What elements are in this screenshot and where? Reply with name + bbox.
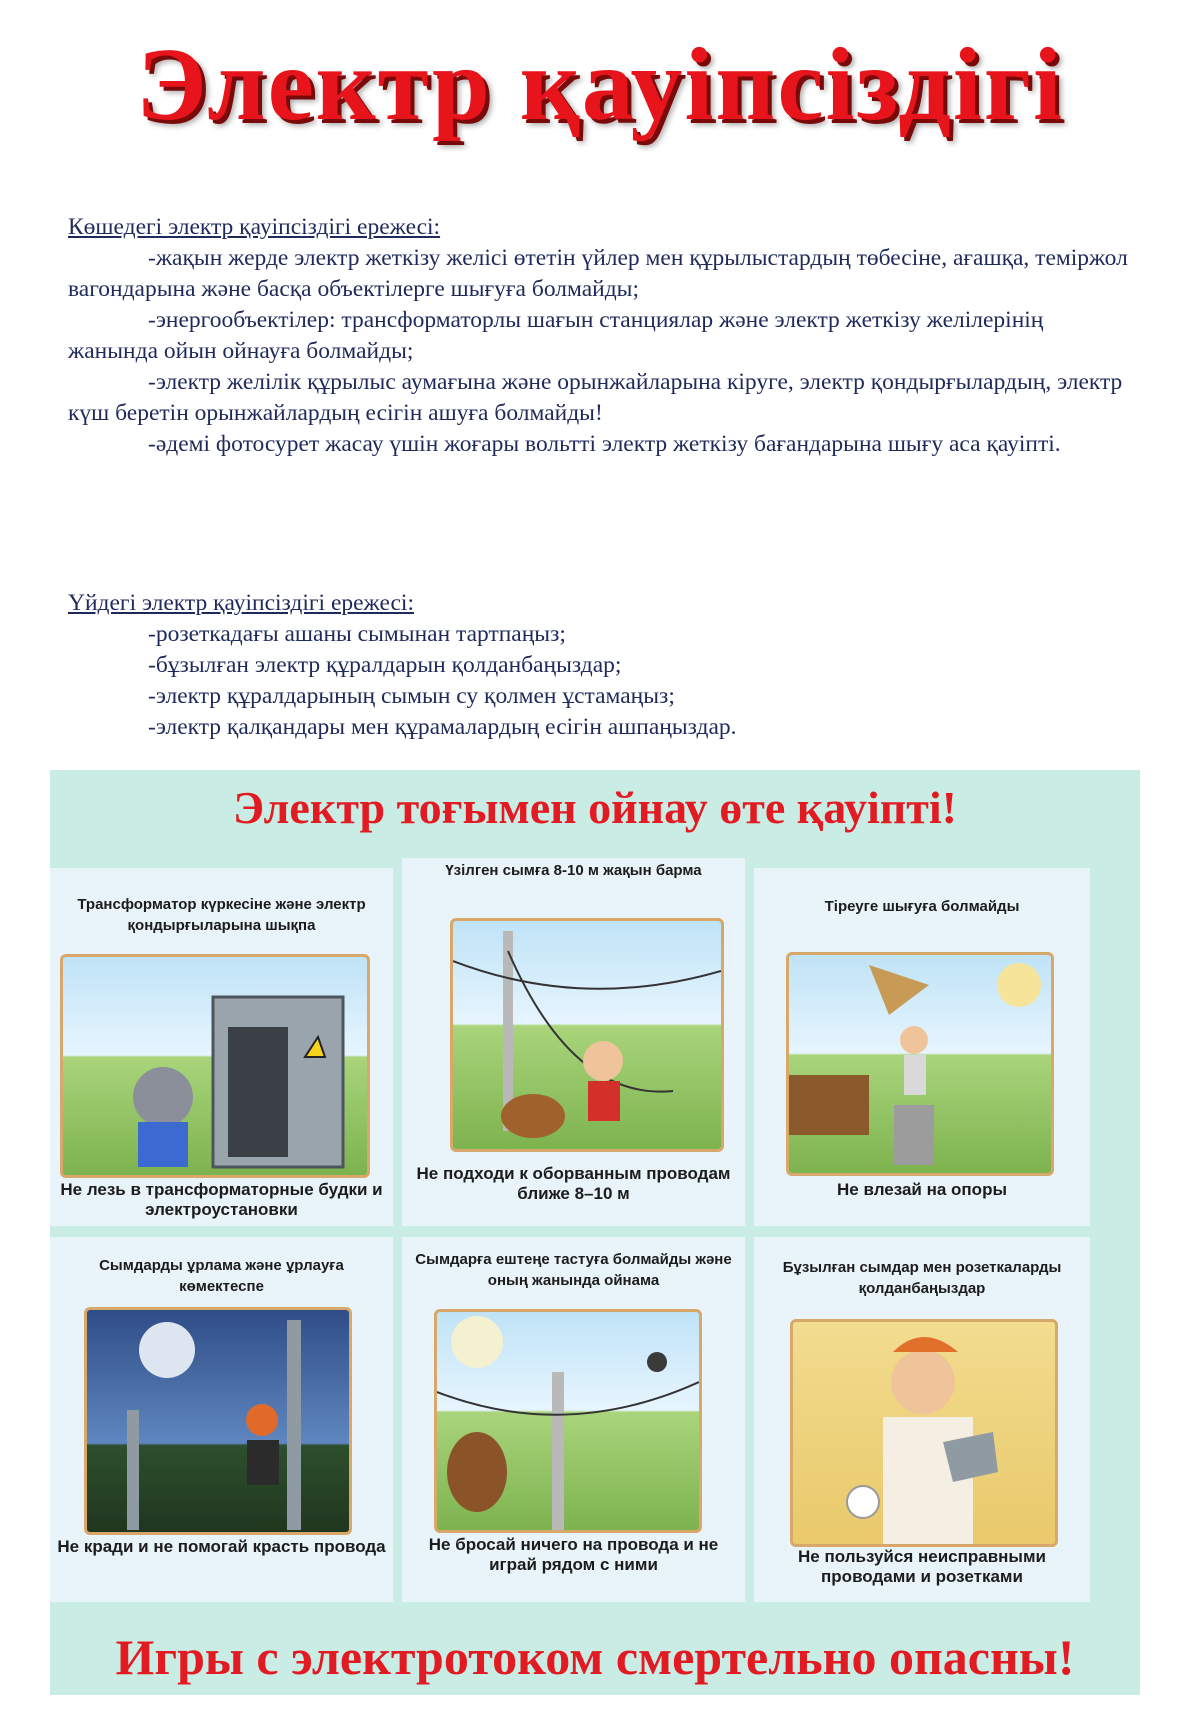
panel-caption-ru: Не бросай ничего на провода и не играй рядом с ними bbox=[428, 1535, 719, 1574]
panel-wire-theft bbox=[50, 1237, 393, 1602]
home-rules-section bbox=[68, 588, 1138, 743]
street-rule: -жақын жерде электр жеткізу желісі өтетін үйлер мен құрылыстардың төбесіне, ағашқа, теміржол вагондарына және басқа объектілерге шығуға болмайды; bbox=[68, 245, 1128, 302]
climb-pole-illustration bbox=[786, 952, 1054, 1176]
home-rule: -электр құралдарының сымын су қолмен ұстамаңыз; bbox=[148, 683, 675, 709]
throwing-illustration bbox=[434, 1309, 702, 1533]
street-rule: -электр желілік құрылыс аумағына және орынжайларына кіруге, электр қондырғылардың, электр күш беретін орынжайлардың есігін ашуға болмайды! bbox=[68, 369, 1123, 426]
panel-caption-ru: Не лезь в трансформаторные будки и электроустановки bbox=[60, 1180, 383, 1219]
safety-poster bbox=[50, 770, 1140, 1695]
broken-wire-illustration bbox=[450, 918, 724, 1152]
faulty-socket-illustration bbox=[790, 1319, 1058, 1547]
home-rules-heading: Үйдегі электр қауіпсіздігі ережесі: bbox=[68, 590, 414, 616]
panel-caption-kz: Бұзылған сымдар мен розеткаларды қолданбаңыздар bbox=[782, 1259, 1062, 1297]
wire-theft-illustration bbox=[84, 1307, 352, 1535]
panel-caption-ru: Не влезай на опоры bbox=[837, 1180, 1007, 1199]
poster-top-title: Электр тоғымен ойнау өте қауіпті! bbox=[233, 782, 957, 833]
panel-caption-ru: Не подходи к оборванным проводам ближе 8–10 м bbox=[416, 1164, 731, 1203]
panel-caption-kz: Сымдарды ұрлама және ұрлауға көмектеспе bbox=[99, 1257, 344, 1295]
panel-caption-ru: Не кради и не помогай красть провода bbox=[57, 1537, 386, 1556]
street-rule: -энергообъектілер: трансформаторлы шағын станциялар және электр жеткізу желілерінің жанында ойын ойнауға болмайды; bbox=[68, 307, 1044, 364]
poster-bottom-title: Игры с электротоком смертельно опасны! bbox=[115, 1629, 1075, 1685]
panel-climb-pole bbox=[754, 868, 1090, 1226]
panel-faulty-sockets bbox=[754, 1237, 1090, 1602]
panel-caption-kz: Трансформатор күркесіне және электр қондырғыларына шықпа bbox=[77, 896, 366, 934]
street-rules-heading: Көшедегі электр қауіпсіздігі ережесі: bbox=[68, 214, 441, 240]
transformer-illustration bbox=[60, 954, 370, 1178]
page-title: Электр қауіпсіздігі bbox=[136, 27, 1064, 142]
street-rule: -әдемі фотосурет жасау үшін жоғары вольтті электр жеткізу бағандарына шығу аса қауіпті. bbox=[148, 431, 1061, 457]
street-rules-section bbox=[68, 212, 1138, 460]
panel-caption-ru: Не пользуйся неисправными проводами и розетками bbox=[798, 1547, 1046, 1586]
panel-throwing bbox=[402, 1237, 745, 1602]
panel-caption-kz: Сымдарға ештеңе тастуға болмайды және оның жанында ойнама bbox=[415, 1251, 732, 1289]
panel-caption-kz: Үзілген сымға 8-10 м жақын барма bbox=[445, 862, 702, 879]
panel-caption-kz: Тіреуге шығуға болмайды bbox=[824, 898, 1020, 915]
panel-transformer bbox=[50, 868, 393, 1226]
home-rule: -розеткадағы ашаны сымынан тартпаңыз; bbox=[148, 621, 566, 647]
home-rule: -электр қалқандары мен құрамалардың есігін ашпаңыздар. bbox=[148, 714, 737, 740]
home-rule: -бұзылған электр құралдарын қолданбаңыздар; bbox=[148, 652, 622, 678]
panel-broken-wire bbox=[402, 858, 745, 1226]
